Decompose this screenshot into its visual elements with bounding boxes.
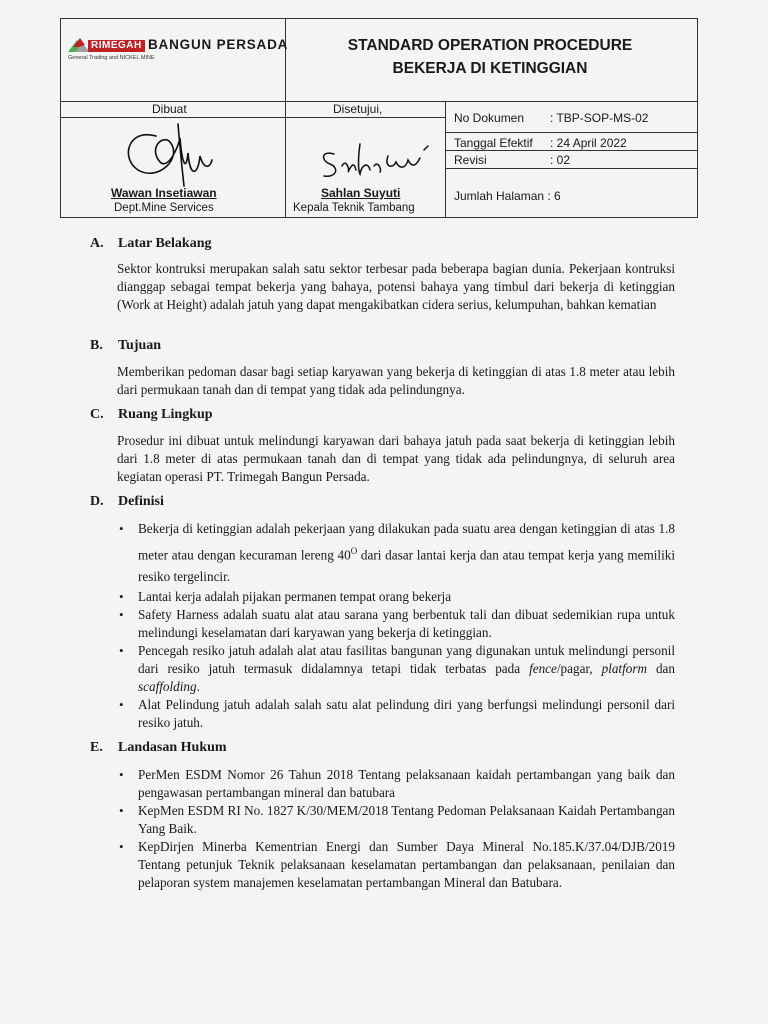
section-number: B. [90, 338, 103, 353]
section-title: Tujuan [118, 338, 162, 353]
section-title: Definisi [118, 494, 164, 509]
effective-date-value: : 24 April 2022 [550, 136, 627, 150]
list-item: • Lantai kerja adalah pijakan permanen tempat orang bekerja [117, 588, 675, 606]
header-divider [445, 132, 698, 133]
section-e-heading [90, 740, 227, 756]
definitions-list [117, 518, 675, 732]
section-number: A. [90, 236, 104, 251]
title-line-2: BEKERJA DI KETINGGIAN [392, 60, 588, 77]
section-number: D. [90, 494, 104, 509]
list-item: • Alat Pelindung jatuh adalah salah satu alat pelindung diri yang berfungsi melindungi personil dari resiko jatuh. [117, 696, 675, 732]
title-line-1: STANDARD OPERATION PROCEDURE [347, 37, 633, 54]
doc-number-label: No Dokumen [454, 111, 525, 125]
approved-name: Sahlan Suyuti [321, 186, 401, 200]
document-title [285, 34, 695, 80]
logo-company-name: BANGUN PERSADA [148, 37, 289, 52]
approved-label: Disetujui, [333, 102, 383, 116]
section-title: Latar Belakang [118, 236, 212, 251]
signature-wawan [108, 118, 233, 190]
logo-tagline: General Trading and NICKEL MINE [68, 55, 155, 61]
section-number: E. [90, 740, 103, 755]
company-logo [68, 37, 289, 88]
page-count: Jumlah Halaman : 6 [454, 189, 561, 203]
list-item: • KepMen ESDM RI No. 1827 K/30/MEM/2018 Tentang Pedoman Pelaksanaan Kaidah Pertambangan Yang Baik. [117, 802, 675, 838]
list-item: • KepDirjen Minerba Kementrian Energi dan Sumber Daya Mineral No.185.K/37.04/DJB/2019 Tentang petunjuk Teknik pelaksanaan keselamatan pertambangan dan pelaksanaan, penilaian dan pelaporan system manajemen keselamatan pertambangan Mineral dan Batubara. [117, 838, 675, 892]
logo-brand: RIMEGAH [88, 40, 145, 52]
header-divider [445, 168, 698, 169]
doc-number-value: : TBP-SOP-MS-02 [550, 111, 649, 125]
made-by-label: Dibuat [152, 102, 187, 116]
section-title: Landasan Hukum [118, 740, 227, 755]
revision-label: Revisi [454, 153, 487, 167]
revision-value: : 02 [550, 153, 571, 167]
degree-sup: O [350, 546, 358, 556]
approved-title: Kepala Teknik Tambang [293, 202, 415, 214]
section-a-heading [90, 236, 211, 252]
signature-sahlan [312, 140, 437, 188]
section-a-body: Sektor kontruksi merupakan salah satu sektor terbesar pada beberapa bagian dunia. Pekerjaan kontruksi dianggap sebagai tempat bekerja yang bahaya, potensi bahaya yang timbul dari bekerja di ketinggian (Work at Height) adalah jatuh yang dapat mengakibatkan cidera serius, kelumpuhan, bahkan kematian [117, 261, 675, 312]
list-item: • Pencegah resiko jatuh adalah alat atau fasilitas bangunan yang digunakan untuk melindungi personil dari resiko jatuh termasuk didalamnya tetapi tidak terbatas pada fence/pagar, platform dan scaffolding. [117, 642, 675, 696]
header-divider [445, 150, 698, 151]
legal-basis-list [117, 766, 675, 892]
section-number: C. [90, 407, 104, 422]
list-item: • Bekerja di ketinggian adalah pekerjaan yang dilakukan pada suatu area dengan ketinggian di atas 1.8 meter atau dengan kecuraman lereng $40^O$ dari dasar lantai kerja dan atau tempat kerja yang memiliki resiko tergelincir. [117, 518, 675, 588]
section-c-body: Prosedur ini dibuat untuk melindungi karyawan dari bahaya jatuh pada saat bekerja di ketinggian lebih dari 1.8 meter di atas permukaan tanah dan di tempat yang tidak ada pelindungnya, di seluruh area kegiatan operasi PT. Trimegah Bangun Persada. [117, 433, 675, 484]
made-by-dept: Dept.Mine Services [114, 202, 214, 214]
list-item: • PerMen ESDM Nomor 26 Tahun 2018 Tentang pelaksanaan kaidah pertambangan yang baik dan pengawasan pertambangan mineral dan batubara [117, 766, 675, 802]
made-by-name: Wawan Insetiawan [111, 186, 217, 200]
section-title: Ruang Lingkup [118, 407, 213, 422]
section-b-body: Memberikan pedoman dasar bagi setiap karyawan yang bekerja di ketinggian di atas 1.8 meter atau lebih dari permukaan tanah dan di tempat yang tidak ada pelindungnya. [117, 364, 675, 397]
section-c-heading [90, 407, 213, 423]
section-b-heading [90, 338, 161, 354]
effective-date-label: Tanggal Efektif [454, 136, 533, 150]
list-item: • Safety Harness adalah suatu alat atau sarana yang berbentuk tali dan dibuat sedemikian rupa untuk melindungi keselamatan dari karyawan yang bekerja di ketinggian. [117, 606, 675, 642]
header-divider [445, 101, 446, 218]
section-d-heading [90, 494, 164, 510]
